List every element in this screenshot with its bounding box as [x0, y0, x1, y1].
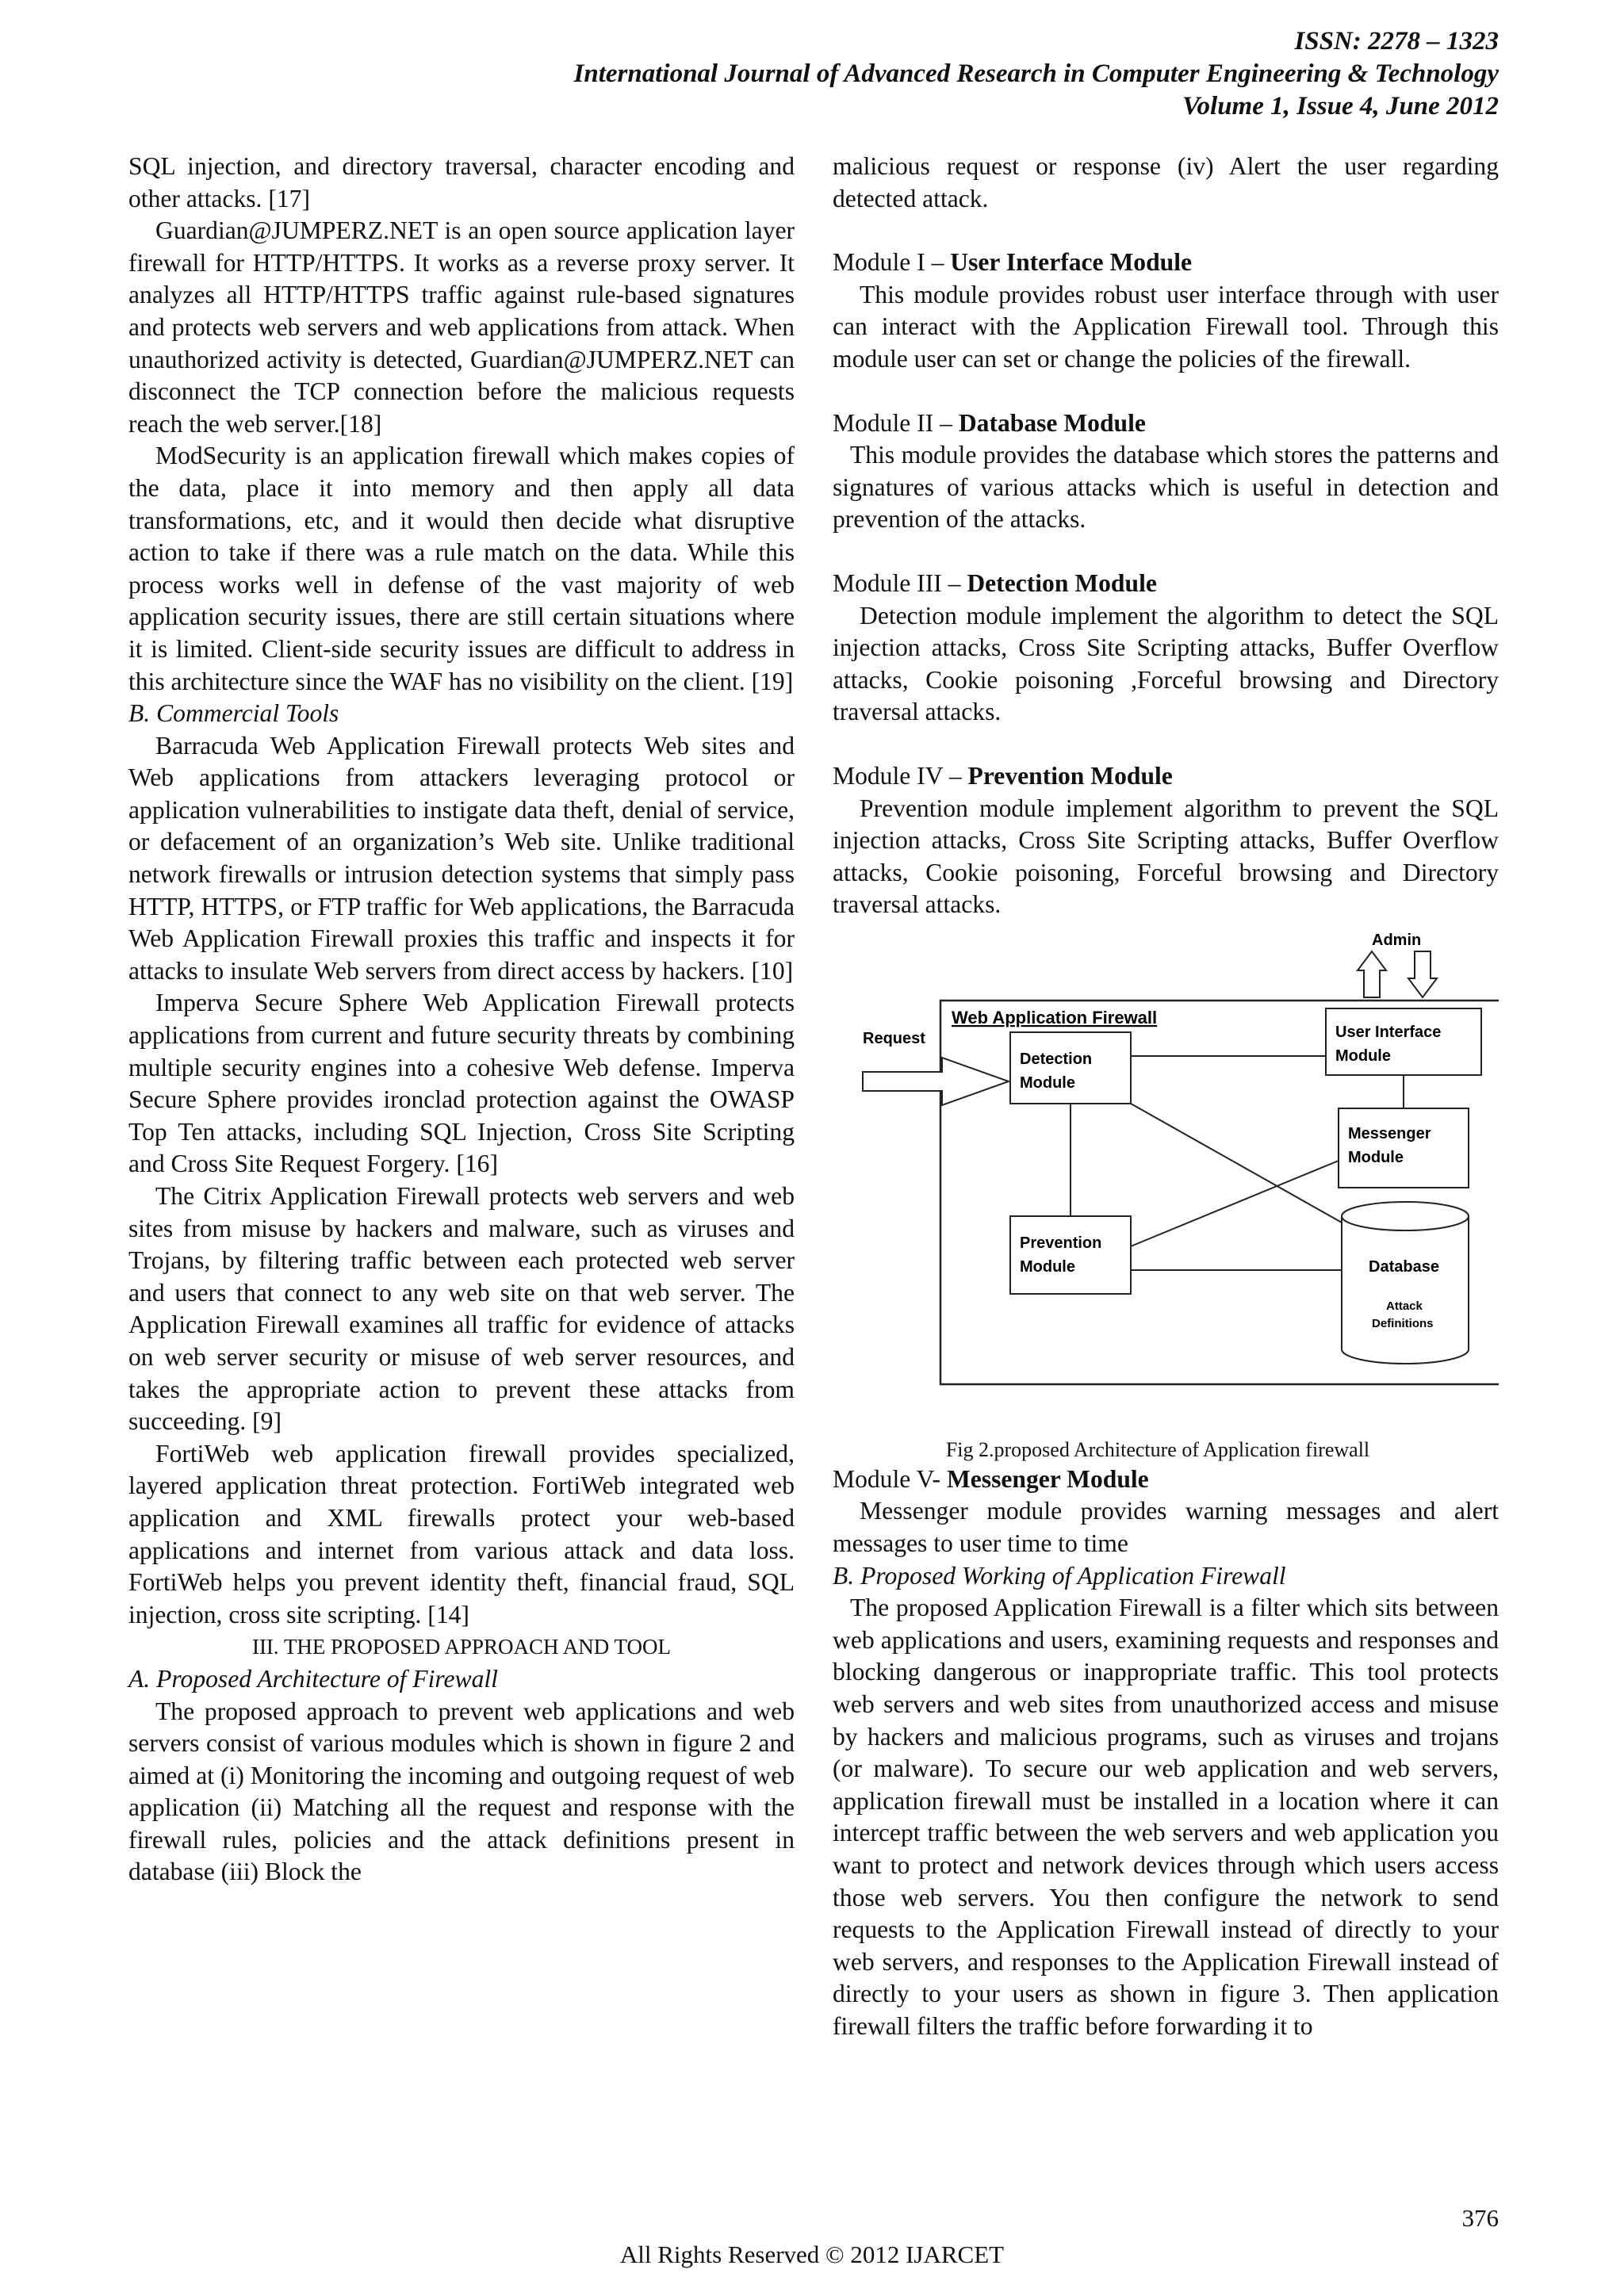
paragraph: The Citrix Application Firewall protects web servers and web sites from misuse by hackers and malware, such as viruses and Trojans, by filtering traffic between each protected web server and users that connect to any web site on that web server. The Application Firewall examines all traffic for evidence of attacks on web server security or misuse of web server resources, and takes the appropriate action to prevent these attacks from succeeding. [9] — [128, 1182, 795, 1436]
module-heading — [833, 760, 1499, 793]
module-prefix: Module V- — [833, 1464, 947, 1493]
module-title: Database Module — [958, 408, 1146, 437]
database-top — [1342, 1202, 1469, 1230]
paragraph: malicious request or response (iv) Alert the user regarding detected attack. — [833, 152, 1499, 212]
paragraph: SQL injection, and directory traversal, character encoding and other attacks. [17] — [128, 152, 795, 212]
paragraph: Barracuda Web Application Firewall protects Web sites and Web applications from attackers leveraging protocol or application vulnerabilities to instigate data theft, denial of service, or defacement of an organization’s Web site. Unlike traditional network firewalls or intrusion detection systems that simply pass HTTP, HTTPS, or FTP traffic for Web applications, the Barracuda Web Application Firewall proxies this traffic and inspects it for attacks to insulate Web servers from direct access by hackers. [10] — [128, 731, 795, 985]
paragraph: ModSecurity is an application firewall which makes copies of the data, place it into memory and then apply all data transformations, etc, and it would then decide what disruptive action to take if there was a rule match on the data. While this process works well in defense of the vast majority of web application security issues, there are still certain situations where it is limited. Client-side security issues are difficult to address in this architecture since the WAF has no visibility on the client. [19] — [128, 442, 795, 695]
module-title: Prevention Module — [967, 761, 1173, 790]
attack-label: Attack — [1386, 1299, 1423, 1313]
prevention-label-2: Module — [1020, 1257, 1075, 1276]
module-prefix: Module III – — [833, 568, 967, 597]
admin-label: Admin — [1372, 931, 1422, 949]
ui-label-2: Module — [1335, 1047, 1391, 1065]
module-heading — [833, 1464, 1499, 1496]
messenger-module-box — [1339, 1108, 1469, 1188]
connector — [1131, 1104, 1342, 1223]
detection-label: Detection — [1020, 1050, 1093, 1068]
module-heading — [833, 568, 1499, 600]
volume-info: Volume 1, Issue 4, June 2012 — [1182, 92, 1499, 121]
paragraph: Detection module implement the algorithm to detect the SQL injection attacks, Cross Site Scripting attacks, Buffer Overflow attacks, Cookie poisoning ,Forceful browsing and Directory traversal attacks. — [833, 601, 1499, 726]
module-prefix: Module IV – — [833, 761, 968, 790]
module-heading — [833, 408, 1499, 440]
prevention-module-box — [1010, 1216, 1131, 1294]
module-prefix: Module II – — [833, 408, 959, 437]
request-label: Request — [863, 1029, 925, 1047]
firewall-label: Web Application Firewall — [952, 1007, 1158, 1027]
paragraph: Messenger module provides warning messages and alert messages to user time to time — [833, 1497, 1499, 1558]
paragraph: The proposed Application Firewall is a filter which sits between web applications and users, examining requests and responses and blocking dangerous or inappropriate traffic. This tool protects web servers and web sites from unauthorized access and misuse by hackers and malicious programs, such as viruses and trojans (or malware). To secure our web application and web servers, application firewall must be installed in a location where it can intercept traffic between the web servers and web application you want to protect and network devices through which users access those web servers. You then configure the network to send requests to the Application Firewall instead of directly to your web servers, and responses to the Application Firewall instead of directly to your users as shown in figure 3. Then application firewall filters the traffic before forwarding it to — [833, 1594, 1499, 2040]
ui-module-box — [1326, 1008, 1481, 1075]
paragraph: Guardian@JUMPERZ.NET is an open source application layer firewall for HTTP/HTTPS. It works as a reverse proxy server. It analyzes all HTTP/HTTPS traffic against rule-based signatures and protects web servers and web applications from attack. When unauthorized activity is detected, Guardian@JUMPERZ.NET can disconnect the TCP connection before the malicious requests reach the web server.[18] — [128, 216, 795, 438]
detection-module-box — [1010, 1032, 1131, 1104]
paragraph: The proposed approach to prevent web applications and web servers consist of various modules which is shown in figure 2 and aimed at (i) Monitoring the incoming and outgoing request of web application (ii) Matching all the request and response with the firewall rules, policies and the attack definitions present in database (iii) Block the — [128, 1697, 795, 1886]
module-prefix: Module I – — [833, 248, 951, 277]
paragraph: Prevention module implement algorithm to prevent the SQL injection attacks, Cross Site Scripting attacks, Buffer Overflow attacks, Cookie poisoning, Forceful browsing and Directory traversal attacks. — [833, 794, 1499, 919]
subsection-heading: B. Proposed Working of Application Firewall — [833, 1561, 1286, 1590]
subsection-heading: A. Proposed Architecture of Firewall — [128, 1664, 498, 1693]
paragraph: FortiWeb web application firewall provides specialized, layered application threat protection. FortiWeb integrated web application and XML firewalls protect your web-based applications and internet from various attack and data loss. FortiWeb helps you prevent identity theft, financial fraud, SQL injection, cross site scripting. [14] — [128, 1439, 795, 1628]
detection-label-2: Module — [1020, 1073, 1075, 1092]
ui-label: User Interface — [1335, 1023, 1442, 1041]
database-label: Database — [1369, 1257, 1439, 1276]
messenger-label: Messenger — [1348, 1124, 1431, 1142]
messenger-label-2: Module — [1348, 1148, 1404, 1166]
section-heading: III. THE PROPOSED APPROACH AND TOOL — [251, 1635, 672, 1659]
copyright-footer: All Rights Reserved © 2012 IJARCET — [619, 2241, 1005, 2268]
page-number: 376 — [1461, 2204, 1499, 2232]
left-column — [128, 151, 795, 1888]
right-column — [833, 151, 1499, 2043]
arrow-up-icon — [1358, 951, 1386, 997]
issn: ISSN: 2278 – 1323 — [1294, 27, 1499, 55]
definitions-label: Definitions — [1372, 1316, 1434, 1330]
module-title: Detection Module — [967, 568, 1157, 597]
database-cylinder — [1342, 1216, 1469, 1364]
module-title: User Interface Module — [950, 248, 1193, 277]
module-heading — [833, 247, 1499, 279]
request-arrow-icon — [863, 1058, 1009, 1105]
journal-title: International Journal of Advanced Research in Computer Engineering & Technology — [573, 59, 1499, 88]
paragraph: Imperva Secure Sphere Web Application Firewall protects applications from current and future security threats by combining multiple security engines into a cohesive Web defense. Imperva Secure Sphere provides ironclad protection against the OWASP Top Ten attacks, including SQL Injection, Cross Site Scripting and Cross Site Request Forgery. [16] — [128, 989, 795, 1178]
paragraph: This module provides robust user interface through with user can interact with the Application Firewall tool. Through this module user can set or change the policies of the firewall. — [833, 280, 1499, 373]
architecture-figure — [833, 929, 1499, 1437]
subsection-heading: B. Commercial Tools — [128, 699, 339, 728]
paragraph: This module provides the database which stores the patterns and signatures of various attacks which is useful in detection and prevention of the attacks. — [833, 441, 1499, 534]
architecture-diagram — [833, 929, 1499, 1437]
prevention-label: Prevention — [1020, 1234, 1102, 1252]
journal-header — [574, 25, 1499, 123]
figure-caption: Fig 2.proposed Architecture of Application firewall — [945, 1437, 1370, 1461]
arrow-down-icon — [1408, 951, 1437, 997]
module-title: Messenger Module — [946, 1464, 1149, 1493]
